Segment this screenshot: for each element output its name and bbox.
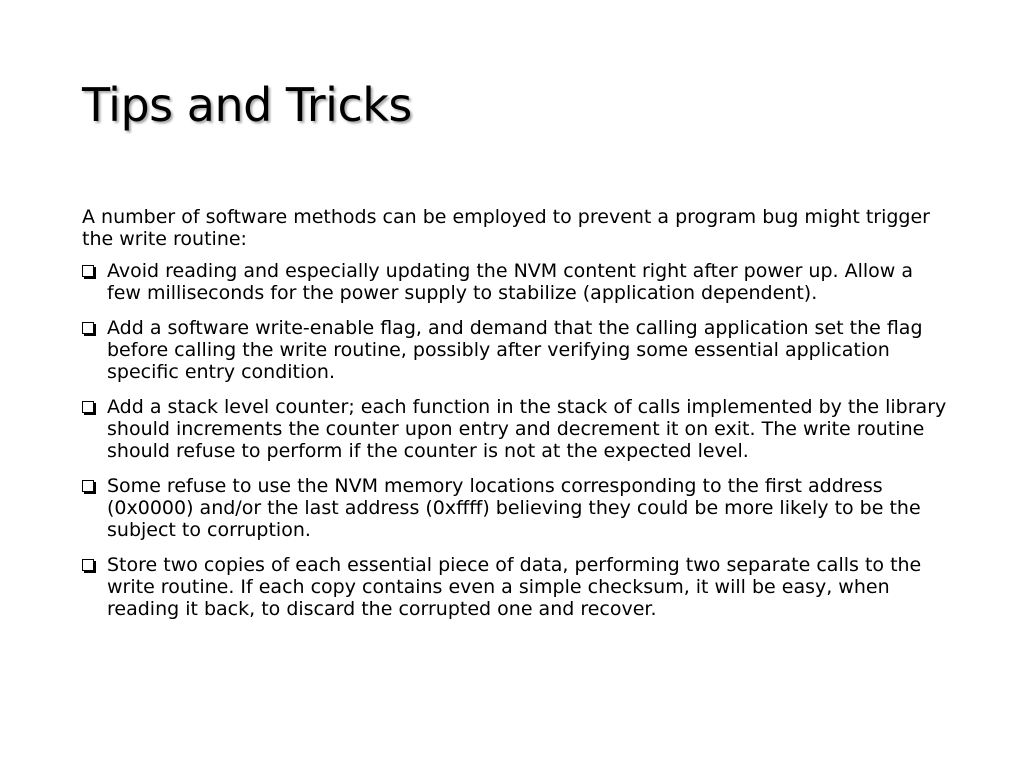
slide-content bbox=[82, 206, 952, 633]
bullet-item bbox=[82, 260, 952, 304]
square-bullet-icon bbox=[82, 322, 94, 334]
bullet-text: Store two copies of each essential piece of data, performing two separate calls to the write routine. If each copy contains even a simple checksum, it will be easy, when reading it back, to discard the corrupted one and recover. bbox=[107, 554, 922, 620]
bullet-item bbox=[82, 317, 952, 383]
bullet-list bbox=[82, 260, 952, 620]
bullet-item bbox=[82, 396, 952, 462]
square-bullet-icon bbox=[82, 480, 94, 492]
bullet-text: Add a software write-enable flag, and demand that the calling application set the flag before calling the write routine, possibly after verifying some essential application specific entry condition. bbox=[107, 317, 923, 383]
intro-paragraph: A number of software methods can be employed to prevent a program bug might trigger the write routine: bbox=[82, 206, 930, 250]
bullet-text: Add a stack level counter; each function in the stack of calls implemented by the library should increments the counter upon entry and decrement it on exit. The write routine should refuse to perform if the counter is not at the expected level. bbox=[107, 396, 947, 462]
bullet-text: Some refuse to use the NVM memory locations corresponding to the first address (0x0000) and/or the last address (0xffff) believing they could be more likely to be the subject to corruption. bbox=[107, 475, 921, 541]
square-bullet-icon bbox=[82, 265, 94, 277]
bullet-item bbox=[82, 554, 952, 620]
square-bullet-icon bbox=[82, 559, 94, 571]
bullet-item bbox=[82, 475, 952, 541]
bullet-text: Avoid reading and especially updating the NVM content right after power up. Allow a few milliseconds for the power supply to stabilize (application dependent). bbox=[107, 260, 914, 304]
slide-title: Tips and Tricks bbox=[82, 78, 412, 132]
square-bullet-icon bbox=[82, 401, 94, 413]
